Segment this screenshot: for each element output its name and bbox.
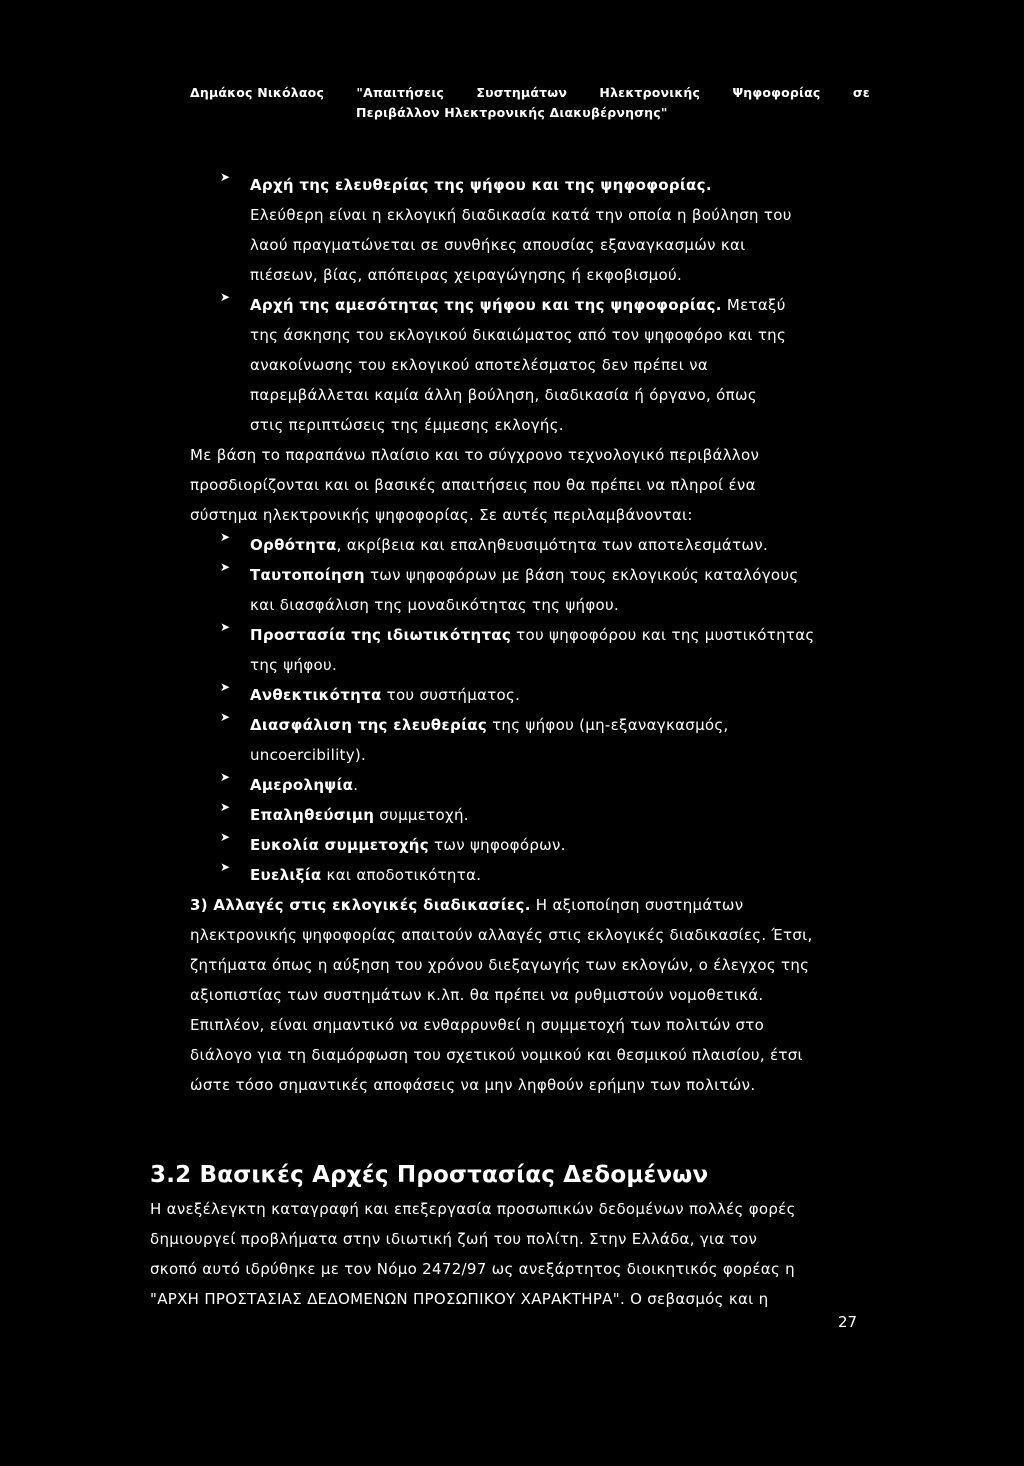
text-line [250,170,872,200]
requirement-bold: Ανθεκτικότητα [250,686,382,704]
requirement-bold: Διασφάλιση της ελευθερίας [250,716,488,734]
text-line: πιέσεων, βίας, απόπειρας χειραγώγησης ή εκφοβισμού. [250,266,683,284]
arrow-bullet-icon: ➤ [220,830,231,844]
principle-directness [190,290,872,440]
requirement-rest: και αποδοτικότητα. [321,866,482,884]
intro-paragraph [190,440,872,530]
text-line [250,770,872,800]
requirement-item [190,530,872,560]
requirement-item [190,830,872,860]
page-number: 27 [838,1313,858,1331]
text-line: ανακοίνωσης του εκλογικού αποτελέσματος δεν πρέπει να [250,356,709,374]
arrow-bullet-icon: ➤ [220,770,231,784]
text-line: ζητήματα όπως η αύξηση του χρόνου διεξαγωγής των εκλογών, ο έλεγχος της [190,956,810,974]
text-line: λαού πραγματώνεται σε συνθήκες απουσίας εξαναγκασμών και [250,236,746,254]
header-title-line2: Περιβάλλον Ηλεκτρονικής Διακυβέρνησης" [356,105,668,120]
text-line: Με βάση το παραπάνω πλαίσιο και το σύγχρονο τεχνολογικό περιβάλλον [190,446,760,464]
arrow-bullet-icon: ➤ [220,170,231,184]
page-header [190,83,870,123]
requirement-item [190,770,872,800]
requirement-rest: , ακρίβεια και επαληθευσιμότητα των αποτελεσμάτων. [336,536,769,554]
requirement-item [190,680,872,710]
requirement-bold: Ευελιξία [250,866,322,884]
text-line: ώστε τόσο σημαντικές αποφάσεις να μην ληφθούν ερήμην των πολιτών. [190,1076,756,1094]
header-row-1 [190,83,870,103]
requirement-rest: συμμετοχή. [374,806,469,824]
text-line: παρεμβάλλεται καμία άλλη βούληση, διαδικασία ή όργανο, όπως [250,386,757,404]
requirement-item [190,860,872,890]
requirement-rest: της ψήφου (μη-εξαναγκασμός, [487,716,729,734]
text-line: Ελεύθερη είναι η εκλογική διαδικασία κατά την οποία η βούληση του [250,206,792,224]
arrow-bullet-icon: ➤ [220,800,231,814]
requirement-rest: του ψηφοφόρου και της μυστικότητας [511,626,815,644]
text-line: της άσκησης του εκλογικού δικαιώματος από τον ψηφοφόρο και της [250,326,787,344]
arrow-bullet-icon: ➤ [220,290,231,304]
header-title-word: "Απαιτήσεις [356,85,445,100]
final-paragraph [150,1194,872,1314]
document-body [190,170,872,1100]
bullet-bold: Αρχή της αμεσότητας της ψήφου και της ψηφοφορίας. [250,296,722,314]
text-line [250,620,872,650]
requirement-item [190,710,872,770]
header-title-word: Ψηφοφορίας [732,85,821,100]
text-line: στις περιπτώσεις της έμμεσης εκλογής. [250,416,564,434]
header-author: Δημάκος Νικόλαος [190,85,325,100]
requirement-bold: Προστασία της ιδιωτικότητας [250,626,512,644]
header-title-word: Ηλεκτρονικής [599,85,701,100]
text-line [190,890,872,920]
section-3-paragraph [190,890,872,1100]
arrow-bullet-icon: ➤ [220,530,231,544]
arrow-bullet-icon: ➤ [220,680,231,694]
text-line: προσδιορίζονται και οι βασικές απαιτήσεις που θα πρέπει να πληροί ένα [190,476,756,494]
text-line: αξιοπιστίας των συστημάτων κ.λπ. θα πρέπει να ρυθμιστούν νομοθετικά. [190,986,764,1004]
text-line [250,800,872,830]
text-line: διάλογο για τη διαμόρφωση του σχετικού νομικού και θεσμικού πλαισίου, έτσι [190,1046,803,1064]
requirement-bold: Αμεροληψία [250,776,354,794]
bullet-bold: Αρχή της ελευθερίας της ψήφου και της ψηφοφορίας. [250,176,712,194]
principle-freedom [190,170,872,290]
bullet-rest: Μεταξύ [721,296,786,314]
header-title-word: Συστημάτων [476,85,568,100]
section-heading: 3.2 Βασικές Αρχές Προστασίας Δεδομένων [150,1162,709,1188]
text-line: σύστημα ηλεκτρονικής ψηφοφορίας. Σε αυτές περιλαμβάνονται: [190,506,693,524]
arrow-bullet-icon: ➤ [220,560,231,574]
section-3-rest: Η αξιοποίηση συστημάτων [530,896,744,914]
requirement-rest: . [353,776,359,794]
text-line [250,710,872,740]
requirement-item [190,800,872,830]
text-line: uncoercibility). [250,746,367,764]
text-line: σκοπό αυτό ιδρύθηκε με τον Νόμο 2472/97 ως ανεξάρτητος διοικητικός φορέας η [150,1260,795,1278]
text-line: "ΑΡΧΗ ΠΡΟΣΤΑΣΙΑΣ ΔΕΔΟΜΕΝΩΝ ΠΡΟΣΩΠΙΚΟΥ ΧΑΡΑΚΤΗΡΑ". Ο σεβασμός και η [150,1290,769,1308]
requirement-rest: των ψηφοφόρων. [428,836,566,854]
text-line: δημιουργεί προβλήματα στην ιδιωτική ζωή του πολίτη. Στην Ελλάδα, για τον [150,1230,758,1248]
text-line [250,680,872,710]
requirement-bold: Ορθότητα [250,536,337,554]
requirement-rest: του συστήματος. [381,686,521,704]
header-title-word: σε [852,85,870,100]
requirement-bold: Επαληθεύσιμη [250,806,375,824]
requirement-item [190,620,872,680]
arrow-bullet-icon: ➤ [220,620,231,634]
text-line: της ψήφου. [250,656,338,674]
section-3-title: 3) Αλλαγές στις εκλογικές διαδικασίες. [190,896,531,914]
text-line [250,530,872,560]
arrow-bullet-icon: ➤ [220,710,231,724]
requirement-bold: Ευκολία συμμετοχής [250,836,429,854]
requirement-rest: των ψηφοφόρων με βάση τους εκλογικούς καταλόγους [364,566,799,584]
arrow-bullet-icon: ➤ [220,860,231,874]
text-line: ηλεκτρονικής ψηφοφορίας απαιτούν αλλαγές στις εκλογικές διαδικασίες. Έτσι, [190,926,813,944]
requirement-bold: Ταυτοποίηση [250,566,365,584]
text-line: Επιπλέον, είναι σημαντικό να ενθαρρυνθεί η συμμετοχή των πολιτών στο [190,1016,765,1034]
text-line [250,560,872,590]
text-line: Η ανεξέλεγκτη καταγραφή και επεξεργασία προσωπικών δεδομένων πολλές φορές [150,1200,796,1218]
requirement-item [190,560,872,620]
text-line [250,290,872,320]
text-line [250,830,872,860]
text-line: και διασφάλιση της μοναδικότητας της ψήφου. [250,596,620,614]
text-line [250,860,872,890]
